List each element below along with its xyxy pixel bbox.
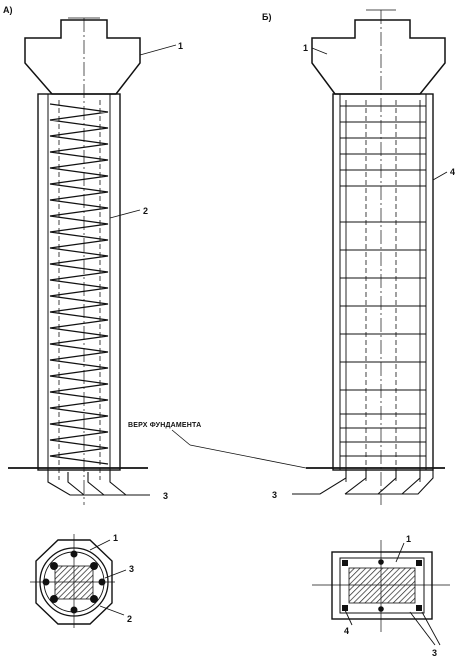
panel-b-ties [340, 106, 426, 456]
section-b-callout-4: 4 [344, 626, 350, 636]
section-b-callout-4-leader [345, 610, 352, 625]
foundation-leader-b [190, 445, 306, 468]
section-a-core [55, 566, 93, 599]
section-a-bar [90, 595, 98, 603]
section-a-bar [50, 595, 58, 603]
section-a-bar [90, 562, 98, 570]
section-b-bar [416, 560, 422, 566]
panel-b-foundation-bars [292, 470, 433, 494]
section-b-bar [416, 605, 422, 611]
panel-a-column-outline [38, 94, 120, 470]
panel-a-callout-2: 2 [143, 206, 149, 216]
panel-a-foundation-bars [48, 470, 150, 495]
section-b-core [349, 568, 415, 603]
foundation-leader-a [172, 430, 190, 445]
panel-b-callout-3: 3 [272, 490, 278, 500]
section-a-callout-3: 3 [129, 564, 135, 574]
section-a [30, 533, 134, 628]
section-a-bar [71, 607, 78, 614]
section-b-callout-3: 3 [432, 648, 438, 658]
panel-a-label: А) [3, 5, 13, 15]
foundation-top-label: ВЕРХ ФУНДАМЕНТА [128, 422, 202, 429]
panel-b-capital [312, 20, 445, 94]
section-a-bar [99, 579, 106, 586]
panel-b-callout-1-leader [312, 48, 327, 54]
section-a-bar [71, 551, 78, 558]
panel-b-callout-4-leader [433, 172, 447, 180]
panel-a-callout-1-leader [140, 45, 176, 55]
panel-b-column [262, 10, 455, 505]
panel-a-callout-2-leader [110, 210, 140, 218]
panel-b-callout-4: 4 [450, 167, 456, 177]
section-a-callout-2: 2 [127, 614, 133, 624]
section-b-bar [378, 606, 384, 612]
panel-a-capital [25, 20, 140, 94]
panel-b-label: Б) [262, 12, 272, 22]
section-a-callout-1-leader [90, 540, 110, 550]
section-a-bar [50, 562, 58, 570]
section-b [312, 534, 450, 658]
section-b-bar [342, 560, 348, 566]
panel-a-callout-1: 1 [178, 41, 184, 51]
section-a-bar [43, 579, 50, 586]
section-a-callout-3-leader [105, 570, 126, 578]
section-b-bar [378, 559, 384, 565]
panel-a-column [3, 5, 183, 505]
panel-b-callout-1: 1 [303, 43, 309, 53]
panel-a-callout-3: 3 [163, 491, 169, 501]
section-a-callout-1: 1 [113, 533, 119, 543]
section-b-callout-1: 1 [406, 534, 412, 544]
